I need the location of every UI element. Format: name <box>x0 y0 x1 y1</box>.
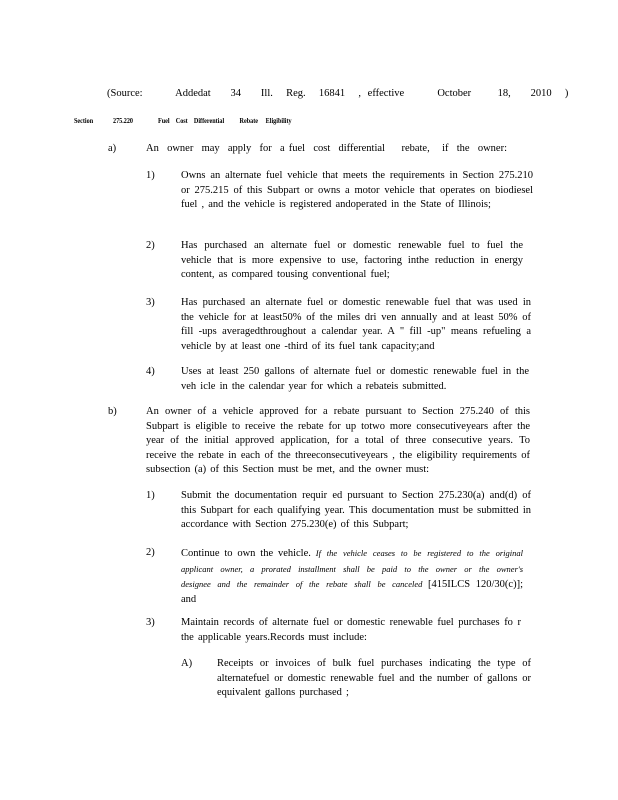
item-b1-text: Submit the documentation requir ed pursuant to Section 275.230(a) and(d) of this Subpart for each qualifying year. This documentation must be submitted in accordance with Section 275.230(e) of this Subpart; <box>181 490 531 530</box>
section-label: Section <box>74 116 94 125</box>
item-a1-marker: 1) <box>146 170 155 181</box>
section-title: Fuel Cost Differential Rebate Eligibility <box>158 116 292 125</box>
item-b1-marker: 1) <box>146 490 155 501</box>
item-a2-marker: 2) <box>146 240 155 251</box>
item-b3-marker: 3) <box>146 617 155 628</box>
item-a4-text: Uses at least 250 gallons of alternate fuel or domestic renewable fuel in the veh icle in the calendar year for which a rebateis submitted. <box>181 366 529 392</box>
subsection-a-marker: a) <box>108 143 117 154</box>
item-b2-paragraph <box>181 546 523 607</box>
item-b2-text-before: Continue to own the vehicle. <box>181 548 316 559</box>
item-b3-text: Maintain records of alternate fuel or domestic renewable fuel purchases fo r the applicable years.Records must include: <box>181 617 521 643</box>
section-number: 275.220 <box>113 116 133 125</box>
source-note: (Source: Addedat 34 Ill. Reg. 16841 , effective October 18, 2010 ) <box>107 88 569 99</box>
item-a3-text: Has purchased an alternate fuel or domestic renewable fuel that was used in the vehicle for at least50% of the miles dri ven annually and at least 50% of fill -ups averagedthroughout a calendar year. A " fill -up" means refueling a vehicle by at least one -third of its fuel tank capacity;and <box>181 297 531 352</box>
item-b2-marker: 2) <box>146 547 155 558</box>
item-b3a-text: Receipts or invoices of bulk fuel purchases indicating the type of alternatefuel or domestic renewable fuel and the number of gallons or equivalent gallons purchased ; <box>217 658 531 698</box>
item-b2-text-after: [415ILCS 120/30(c)]; and <box>181 579 523 605</box>
item-b2-italic-text: If the vehicle ceases to be registered to the original applicant owner, a prorated installment shall be paid to the owner or the owner's designee and the remainder of the rebate shall be canceled <box>181 548 523 589</box>
subsection-a-text: An owner may apply for a fuel cost differential rebate, if the owner: <box>146 143 507 154</box>
item-a1-text: Owns an alternate fuel vehicle that meets the requirements in Section 275.210 or 275.215 of this Subpart or owns a motor vehicle that operates on biodiesel fuel , and the vehicle is registered andoperated in the State of Illinois; <box>181 170 533 210</box>
item-a3-marker: 3) <box>146 297 155 308</box>
item-a4-marker: 4) <box>146 366 155 377</box>
subsection-b-marker: b) <box>108 406 117 417</box>
item-b3a-marker: A) <box>181 658 193 669</box>
item-a2-text: Has purchased an alternate fuel or domestic renewable fuel to fuel the vehicle that is more expensive to use, factoring inthe reduction in energy content, as compared tousing conventional fuel; <box>181 240 523 280</box>
subsection-b-text: An owner of a vehicle approved for a rebate pursuant to Section 275.240 of this Subpart is eligible to receive the rebate for up totwo more consecutiveyears after the year of the initial approved application, for a total of three consecutive years. To receive the rebate in each of the threeconsecutiveyears , the eligibility requirements of subsection (a) of this Section must be met, and the owner must: <box>146 406 530 475</box>
